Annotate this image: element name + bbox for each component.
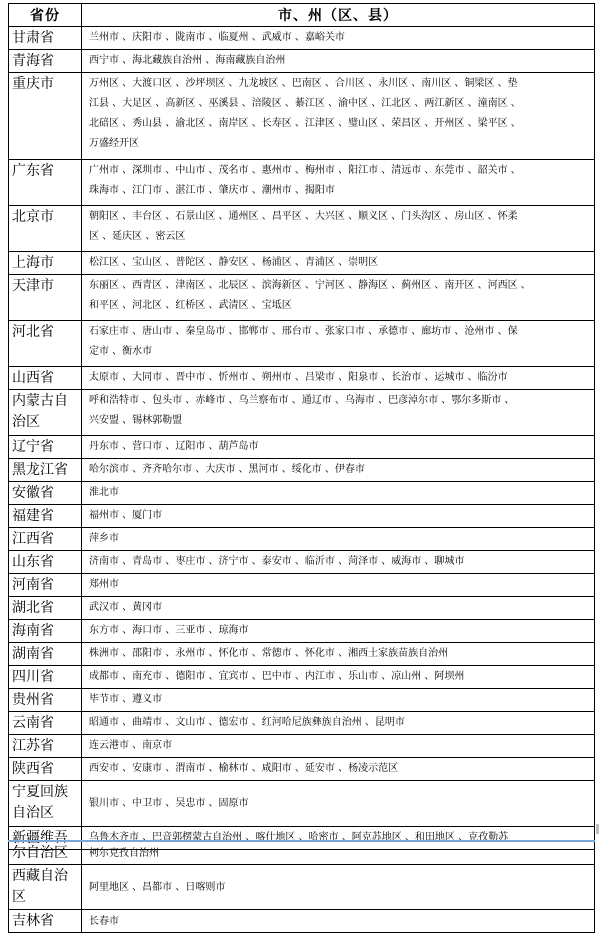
page-break-marker [596, 824, 599, 834]
table-row [9, 27, 595, 50]
province-cell: 福建省 [9, 505, 82, 528]
cities-line: 北碚区 、秀山县 、渝北区 、南岸区 、长寿区 、江津区 、璧山区 、荣昌区 、开州区 、梁平区 、 [89, 118, 521, 129]
table-row [9, 505, 595, 528]
cities-cell: 哈尔滨市 、齐齐哈尔市 、大庆市 、黑河市 、绥化市 、伊春市 [82, 459, 595, 482]
cities-cell [82, 206, 595, 252]
table-header-row [9, 4, 595, 27]
province-cell: 陕西省 [9, 758, 82, 781]
province-cell: 广东省 [9, 160, 82, 206]
cities-cell: 福州市 、厦门市 [82, 505, 595, 528]
province-cell: 湖北省 [9, 597, 82, 620]
province-cell: 湖南省 [9, 643, 82, 666]
table-row [9, 666, 595, 689]
cities-cell: 成都市 、南充市 、德阳市 、宜宾市 、巴中市 、内江市 、乐山市 、凉山州 、阿坝州 [82, 666, 595, 689]
cities-cell: 松江区 、宝山区 、普陀区 、静安区 、杨浦区 、青浦区 、崇明区 [82, 252, 595, 275]
table-row [9, 735, 595, 758]
province-cell: 云南省 [9, 712, 82, 735]
cities-line: 区 、延庆区 、密云区 [89, 231, 186, 242]
cities-cell: 兰州市 、庆阳市 、陇南市 、临夏州 、武威市 、嘉峪关市 [82, 27, 595, 50]
province-cell: 天津市 [9, 275, 82, 321]
table-row [9, 689, 595, 712]
cities-line: 东丽区 、西青区 、津南区 、北辰区 、滨海新区 、宁河区 、静海区 、蓟州区 、南开区 、河西区 、 [89, 280, 531, 291]
province-cell: 海南省 [9, 620, 82, 643]
table-row [9, 841, 595, 865]
table-row [9, 551, 595, 574]
cities-cell: 连云港市 、南京市 [82, 735, 595, 758]
table-row [9, 367, 595, 390]
cities-cell: 阿里地区 、昌都市 、日喀则市 [82, 865, 595, 910]
table-row [9, 459, 595, 482]
province-cell: 江西省 [9, 528, 82, 551]
cities-cell [82, 160, 595, 206]
province-cell: 四川省 [9, 666, 82, 689]
table-row [9, 275, 595, 321]
province-cell: 辽宁省 [9, 436, 82, 459]
table-row [9, 712, 595, 735]
cities-line: 呼和浩特市 、包头市 、赤峰市 、乌兰察布市 、通辽市 、乌海市 、巴彦淖尔市 、鄂尔多斯市 、 [89, 395, 515, 406]
cities-cell: 西安市 、安康市 、渭南市 、榆林市 、咸阳市 、延安市 、杨凌示范区 [82, 758, 595, 781]
province-cell: 黑龙江省 [9, 459, 82, 482]
province-cell: 贵州省 [9, 689, 82, 712]
table-row [9, 321, 595, 367]
cities-cell: 毕节市 、遵义市 [82, 689, 595, 712]
cities-cell: 株洲市 、邵阳市 、永州市 、怀化市 、常德市 、怀化市 、湘西土家族苗族自治州 [82, 643, 595, 666]
province-cell: 山东省 [9, 551, 82, 574]
cities-line: 万盛经开区 [89, 138, 139, 149]
province-city-table-continued [8, 840, 595, 933]
province-cell: 江苏省 [9, 735, 82, 758]
table-row [9, 482, 595, 505]
table-row [9, 50, 595, 73]
table-row [9, 390, 595, 436]
province-cell: 新疆维吾 [9, 827, 82, 850]
table-row [9, 73, 595, 160]
cities-line: 定市 、衡水市 [89, 346, 153, 357]
province-cell: 尔自治区 [9, 841, 82, 865]
cities-cell: 太原市 、大同市 、晋中市 、忻州市 、朔州市 、吕梁市 、阳泉市 、长治市 、运城市 、临汾市 [82, 367, 595, 390]
table-row [9, 910, 595, 933]
cities-line: 乌鲁木齐市 、巴音郭楞蒙古自治州 、喀什地区 、哈密市 、阿克苏地区 、和田地区 、克孜勒苏 [89, 832, 509, 843]
table-row [9, 436, 595, 459]
table-row [9, 252, 595, 275]
cities-line: 朝阳区 、丰台区 、石景山区 、通州区 、昌平区 、大兴区 、顺义区 、门头沟区 、房山区 、怀柔 [89, 211, 518, 222]
cities-cell [82, 275, 595, 321]
cities-line: 万州区 、大渡口区 、沙坪坝区 、九龙坡区 、巴南区 、合川区 、永川区 、南川区 、铜梁区 、垫 [89, 78, 518, 89]
cities-cell: 郑州市 [82, 574, 595, 597]
cities-cell: 济南市 、青岛市 、枣庄市 、济宁市 、泰安市 、临沂市 、菏泽市 、威海市 、聊城市 [82, 551, 595, 574]
cities-cell [82, 321, 595, 367]
table-row [9, 597, 595, 620]
table-row [9, 160, 595, 206]
cities-cell: 武汉市 、黄冈市 [82, 597, 595, 620]
province-cell: 北京市 [9, 206, 82, 252]
header-cities: 市、州（区、县） [82, 4, 595, 27]
table-row [9, 643, 595, 666]
cities-cell: 淮北市 [82, 482, 595, 505]
province-cell: 河南省 [9, 574, 82, 597]
cities-line: 广州市 、深圳市 、中山市 、茂名市 、惠州市 、梅州市 、阳江市 、清远市 、东莞市 、韶关市 、 [89, 165, 521, 176]
cities-cell: 西宁市 、海北藏族自治州 、海南藏族自治州 [82, 50, 595, 73]
cities-cell: 银川市 、中卫市 、吴忠市 、固原市 [82, 781, 595, 827]
table-row [9, 528, 595, 551]
cities-line: 江县 、大足区 、高新区 、巫溪县 、涪陵区 、綦江区 、渝中区 、江北区 、两江新区 、潼南区 、 [89, 98, 521, 109]
cities-cell: 萍乡市 [82, 528, 595, 551]
cities-line: 兴安盟 、锡林郭勒盟 [89, 415, 183, 426]
province-cell: 西藏自治区 [9, 865, 82, 910]
cities-cell: 昭通市 、曲靖市 、文山市 、德宏市 、红河哈尼族彝族自治州 、昆明市 [82, 712, 595, 735]
header-province: 省份 [9, 4, 82, 27]
province-cell: 甘肃省 [9, 27, 82, 50]
province-cell: 上海市 [9, 252, 82, 275]
province-cell: 安徽省 [9, 482, 82, 505]
province-cell: 山西省 [9, 367, 82, 390]
cities-line: 和平区 、河北区 、红桥区 、武清区 、宝坻区 [89, 300, 292, 311]
table-row [9, 206, 595, 252]
province-cell: 内蒙古自治区 [9, 390, 82, 436]
cities-line: 石家庄市 、唐山市 、秦皇岛市 、邯郸市 、邢台市 、张家口市 、承德市 、廊坊市 、沧州市 、保 [89, 326, 518, 337]
province-cell: 宁夏回族自治区 [9, 781, 82, 827]
cities-line: 珠海市 、江门市 、湛江市 、肇庆市 、潮州市 、揭阳市 [89, 185, 335, 196]
table-row [9, 620, 595, 643]
cities-cell: 长春市 [82, 910, 595, 933]
table-row [9, 574, 595, 597]
cities-cell [82, 73, 595, 160]
table-row [9, 758, 595, 781]
cities-cell: 东方市 、海口市 、三亚市 、琼海市 [82, 620, 595, 643]
province-city-table [8, 3, 595, 850]
table-row [9, 865, 595, 910]
cities-cell: 柯尔克孜自治州 [82, 841, 595, 865]
cities-cell [82, 390, 595, 436]
table-row [9, 781, 595, 827]
province-cell: 青海省 [9, 50, 82, 73]
province-cell: 吉林省 [9, 910, 82, 933]
province-cell: 河北省 [9, 321, 82, 367]
cities-cell: 丹东市 、营口市 、辽阳市 、葫芦岛市 [82, 436, 595, 459]
province-cell: 重庆市 [9, 73, 82, 160]
